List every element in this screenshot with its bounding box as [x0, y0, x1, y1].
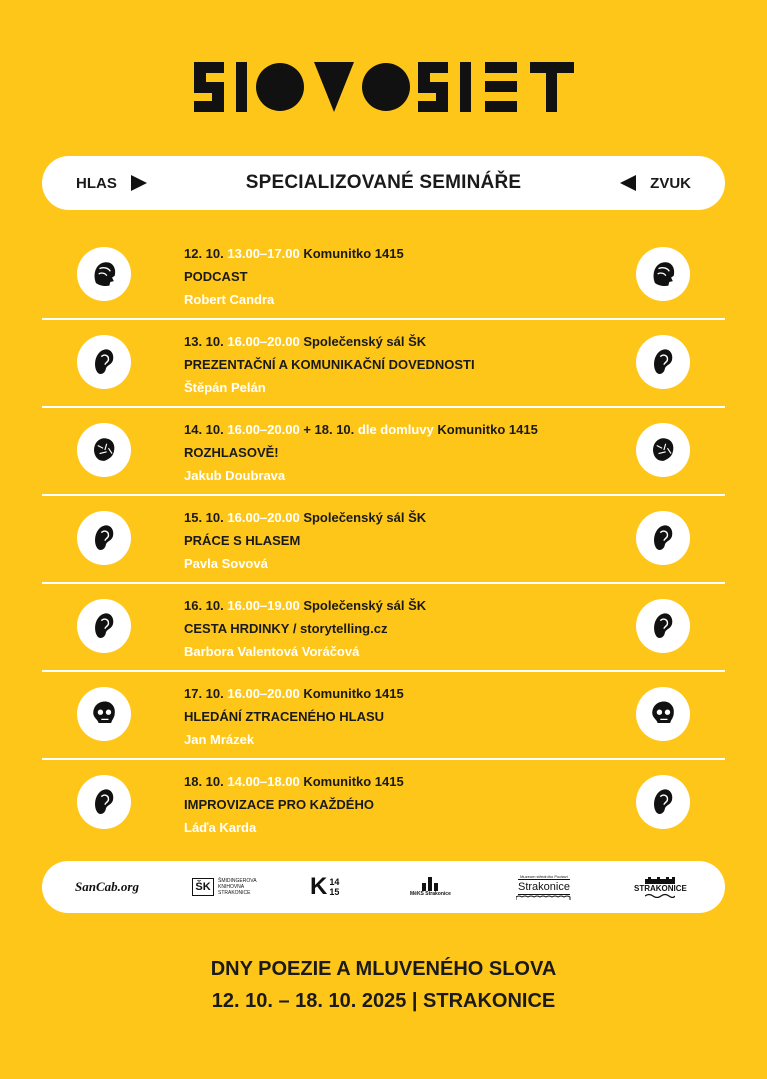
seminar-title: PREZENTAČNÍ A KOMUNIKAČNÍ DOVEDNOSTI: [184, 357, 475, 372]
ear-icon: [77, 335, 131, 389]
seminar-when: [184, 242, 404, 265]
seminar-lecturer: Jan Mrázek: [184, 732, 255, 747]
ear-icon: [77, 775, 131, 829]
sancab-text: SanCab.org: [75, 879, 139, 894]
ear-icon: [636, 335, 690, 389]
seminar-when: [184, 682, 404, 705]
sk-mark: ŠK: [192, 878, 214, 896]
seminar-date: 14. 10.: [184, 422, 224, 437]
k1415-logo: [310, 861, 339, 913]
skull-icon: [636, 687, 690, 741]
seminar-text: [184, 770, 404, 839]
seminar-venue: Komunitko 1415: [437, 422, 538, 437]
festival-name: DNY POEZIE A MLUVENÉHO SLOVA: [210, 958, 557, 980]
seminar-venue: Komunitko 1415: [303, 246, 404, 261]
seminar-lecturer: Barbora Valentová Voráčová: [184, 644, 360, 659]
seminar-venue: Společenský sál ŠK: [303, 510, 427, 525]
seminar-list: [42, 232, 725, 846]
seminar-row: [42, 318, 725, 406]
k1415-top: 14: [329, 877, 340, 887]
seminar-row: [42, 232, 725, 318]
seminar-title: PODCAST: [184, 269, 248, 284]
seminar-date: 16. 10.: [184, 598, 224, 613]
seminar-row: [42, 582, 725, 670]
seminar-date: 15. 10.: [184, 510, 224, 525]
strakonice-text: STRAKONICE: [634, 883, 687, 893]
seminar-time: 16.00–20.00: [227, 686, 300, 701]
k1415-bottom: 15: [329, 887, 340, 897]
seminar-lecturer: Pavla Sovová: [184, 556, 268, 571]
seminar-extra-date: + 18. 10.: [303, 422, 355, 437]
seminar-title: HLEDÁNÍ ZTRACENÉHO HLASU: [184, 709, 385, 724]
sancab-logo: [75, 861, 139, 913]
sponsor-bar: [42, 861, 725, 913]
header-bar: [42, 156, 725, 210]
ear-icon: [77, 599, 131, 653]
seminar-time: 16.00–20.00: [227, 422, 300, 437]
seminar-venue: Komunitko 1415: [303, 686, 404, 701]
seminar-venue: Komunitko 1415: [303, 774, 404, 789]
skull-icon: [77, 687, 131, 741]
hlas-label: HLAS: [76, 174, 117, 192]
zvuk-label: ZVUK: [650, 174, 691, 192]
speaking-head-icon: [636, 247, 690, 301]
speaking-head-icon: [77, 247, 131, 301]
seminar-when: [184, 506, 426, 529]
seminar-date: 13. 10.: [184, 334, 224, 349]
wave-icon: [645, 893, 675, 898]
seminar-when: [184, 418, 538, 441]
mks-emblem-icon: [420, 877, 440, 891]
seminar-date: 12. 10.: [184, 246, 224, 261]
header-right: [620, 156, 691, 210]
seminar-row: [42, 670, 725, 758]
seminar-row: [42, 494, 725, 582]
page-title: SPECIALIZOVANÉ SEMINÁŘE: [245, 172, 522, 193]
head-icon: [636, 423, 690, 477]
seminar-title: PRÁCE S HLASEM: [184, 533, 301, 548]
seminar-text: [184, 330, 475, 399]
seminar-title: ROZHLASOVĚ!: [184, 445, 279, 460]
arcade-icon: [516, 895, 572, 900]
seminar-lecturer: Láďa Karda: [184, 820, 257, 835]
muzeum-logo: [516, 861, 572, 913]
seminar-date: 18. 10.: [184, 774, 224, 789]
k1415-letter: K: [310, 873, 328, 900]
seminar-text: [184, 594, 426, 663]
seminar-venue: Společenský sál ŠK: [303, 334, 427, 349]
strakonice-logo: [634, 861, 687, 913]
muzeum-small-text: Muzeum středního Pootaví: [520, 874, 568, 879]
seminar-extra-time: dle domluvy: [357, 422, 434, 437]
seminar-lecturer: Jakub Doubrava: [184, 468, 286, 483]
sk-logo: [192, 861, 257, 913]
seminar-when: [184, 770, 404, 793]
sk-text: ŠMIDINGEROVA KNIHOVNA STRAKONICE: [218, 878, 257, 896]
seminar-lecturer: Štěpán Pelán: [184, 380, 266, 395]
seminar-when: [184, 594, 426, 617]
k1415-numbers: [329, 877, 339, 897]
ear-icon: [77, 511, 131, 565]
seminar-time: 16.00–20.00: [227, 334, 300, 349]
seminar-title: CESTA HRDINKY / storytelling.cz: [184, 621, 388, 636]
ear-icon: [636, 775, 690, 829]
festival-dates: 12. 10. – 18. 10. 2025 | STRAKONICE: [211, 990, 556, 1012]
seminar-row: [42, 406, 725, 494]
seminar-time: 13.00–17.00: [227, 246, 300, 261]
seminar-text: [184, 418, 538, 487]
ear-icon: [636, 511, 690, 565]
seminar-venue: Společenský sál ŠK: [303, 598, 427, 613]
ear-icon: [636, 599, 690, 653]
seminar-text: [184, 242, 404, 311]
seminar-time: 16.00–20.00: [227, 510, 300, 525]
play-left-icon: [620, 175, 636, 191]
seminar-row: [42, 758, 725, 846]
mks-logo: [410, 861, 451, 913]
seminar-lecturer: Robert Candra: [184, 292, 275, 307]
head-icon: [77, 423, 131, 477]
seminar-time: 14.00–18.00: [227, 774, 300, 789]
muzeum-name: Strakonice: [518, 881, 570, 893]
seminar-text: [184, 506, 426, 575]
seminar-when: [184, 330, 475, 353]
seminar-time: 16.00–19.00: [227, 598, 300, 613]
mks-text: MěKS Strakonice: [410, 891, 451, 897]
castle-icon: [645, 877, 675, 884]
seminar-date: 17. 10.: [184, 686, 224, 701]
seminar-text: [184, 682, 404, 751]
slovosiet-logo: [190, 58, 578, 116]
seminar-title: IMPROVIZACE PRO KAŽDÉHO: [184, 797, 374, 812]
